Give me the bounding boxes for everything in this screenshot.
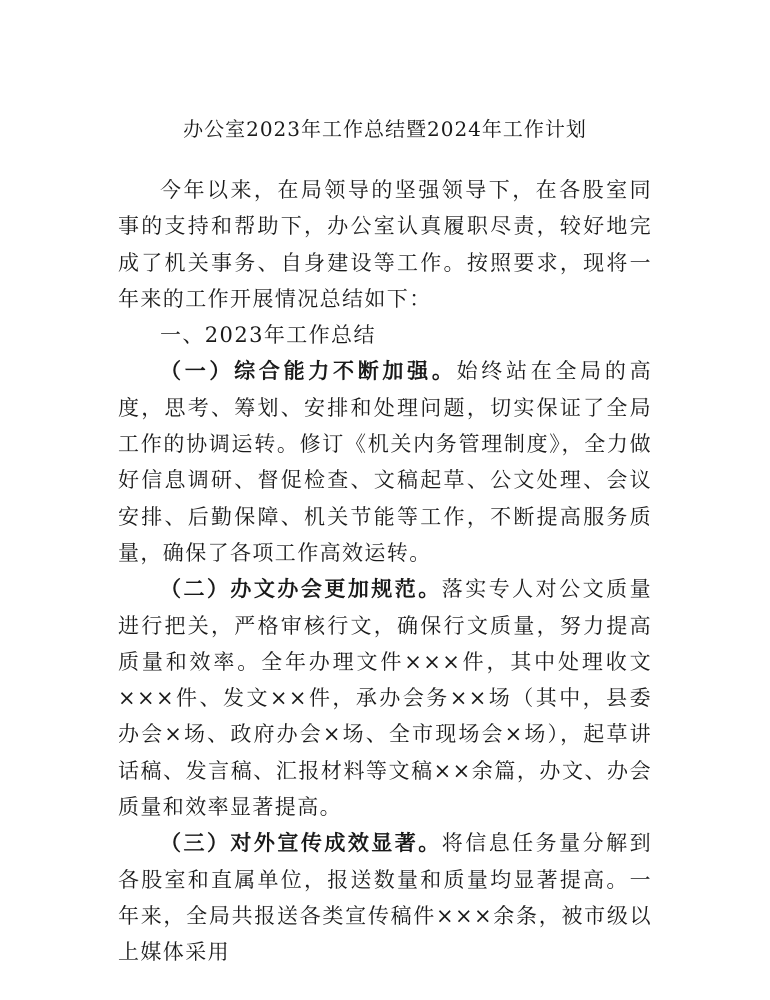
- item-text: 将信息任务量分解到各股室和直属单位，报送数量和质量均显著提高。一年来，全局共报送各类宣传稿件×××余条，被市级以上媒体采用: [118, 831, 652, 965]
- item-lead: （三）对外宣传成效显著。: [160, 830, 442, 856]
- intro-paragraph: 今年以来，在局领导的坚强领导下，在各股室同事的支持和帮助下，办公室认真履职尽责，较好地完成了机关事务、自身建设等工作。按照要求，现将一年来的工作开展情况总结如下：: [118, 178, 652, 311]
- item-text: 始终站在全局的高度，思考、筹划、安排和处理问题，切实保证了全局工作的协调运转。修订《机关内务管理制度》，全力做好信息调研、督促检查、文稿起草、公文处理、会议安排、后勤保障、机关节能等工作，不断提高服务质量，确保了各项工作高效运转。: [118, 359, 652, 565]
- document-title: 办公室2023年工作总结暨2024年工作计划: [183, 117, 587, 141]
- item-lead: （二）办文办会更加规范。: [160, 576, 442, 602]
- item-text: 落实专人对公文质量进行把关，严格审核行文，确保行文质量，努力提高质量和效率。全年办理文件×××件，其中处理收文×××件、发文××件，承办会务××场（其中，县委办会×场、政府办会×场、全市现场会×场），起草讲话稿、发言稿、汇报材料等文稿××余篇，办文、办会质量和效率显著提高。: [118, 577, 652, 820]
- item-paragraph-3: [118, 825, 652, 970]
- item-lead: （一）综合能力不断加强。: [160, 358, 457, 384]
- item-paragraph-2: [118, 571, 652, 825]
- document-body: [118, 172, 652, 971]
- section-heading: 一、2023年工作总结: [160, 323, 376, 348]
- item-paragraph-1: [118, 353, 652, 571]
